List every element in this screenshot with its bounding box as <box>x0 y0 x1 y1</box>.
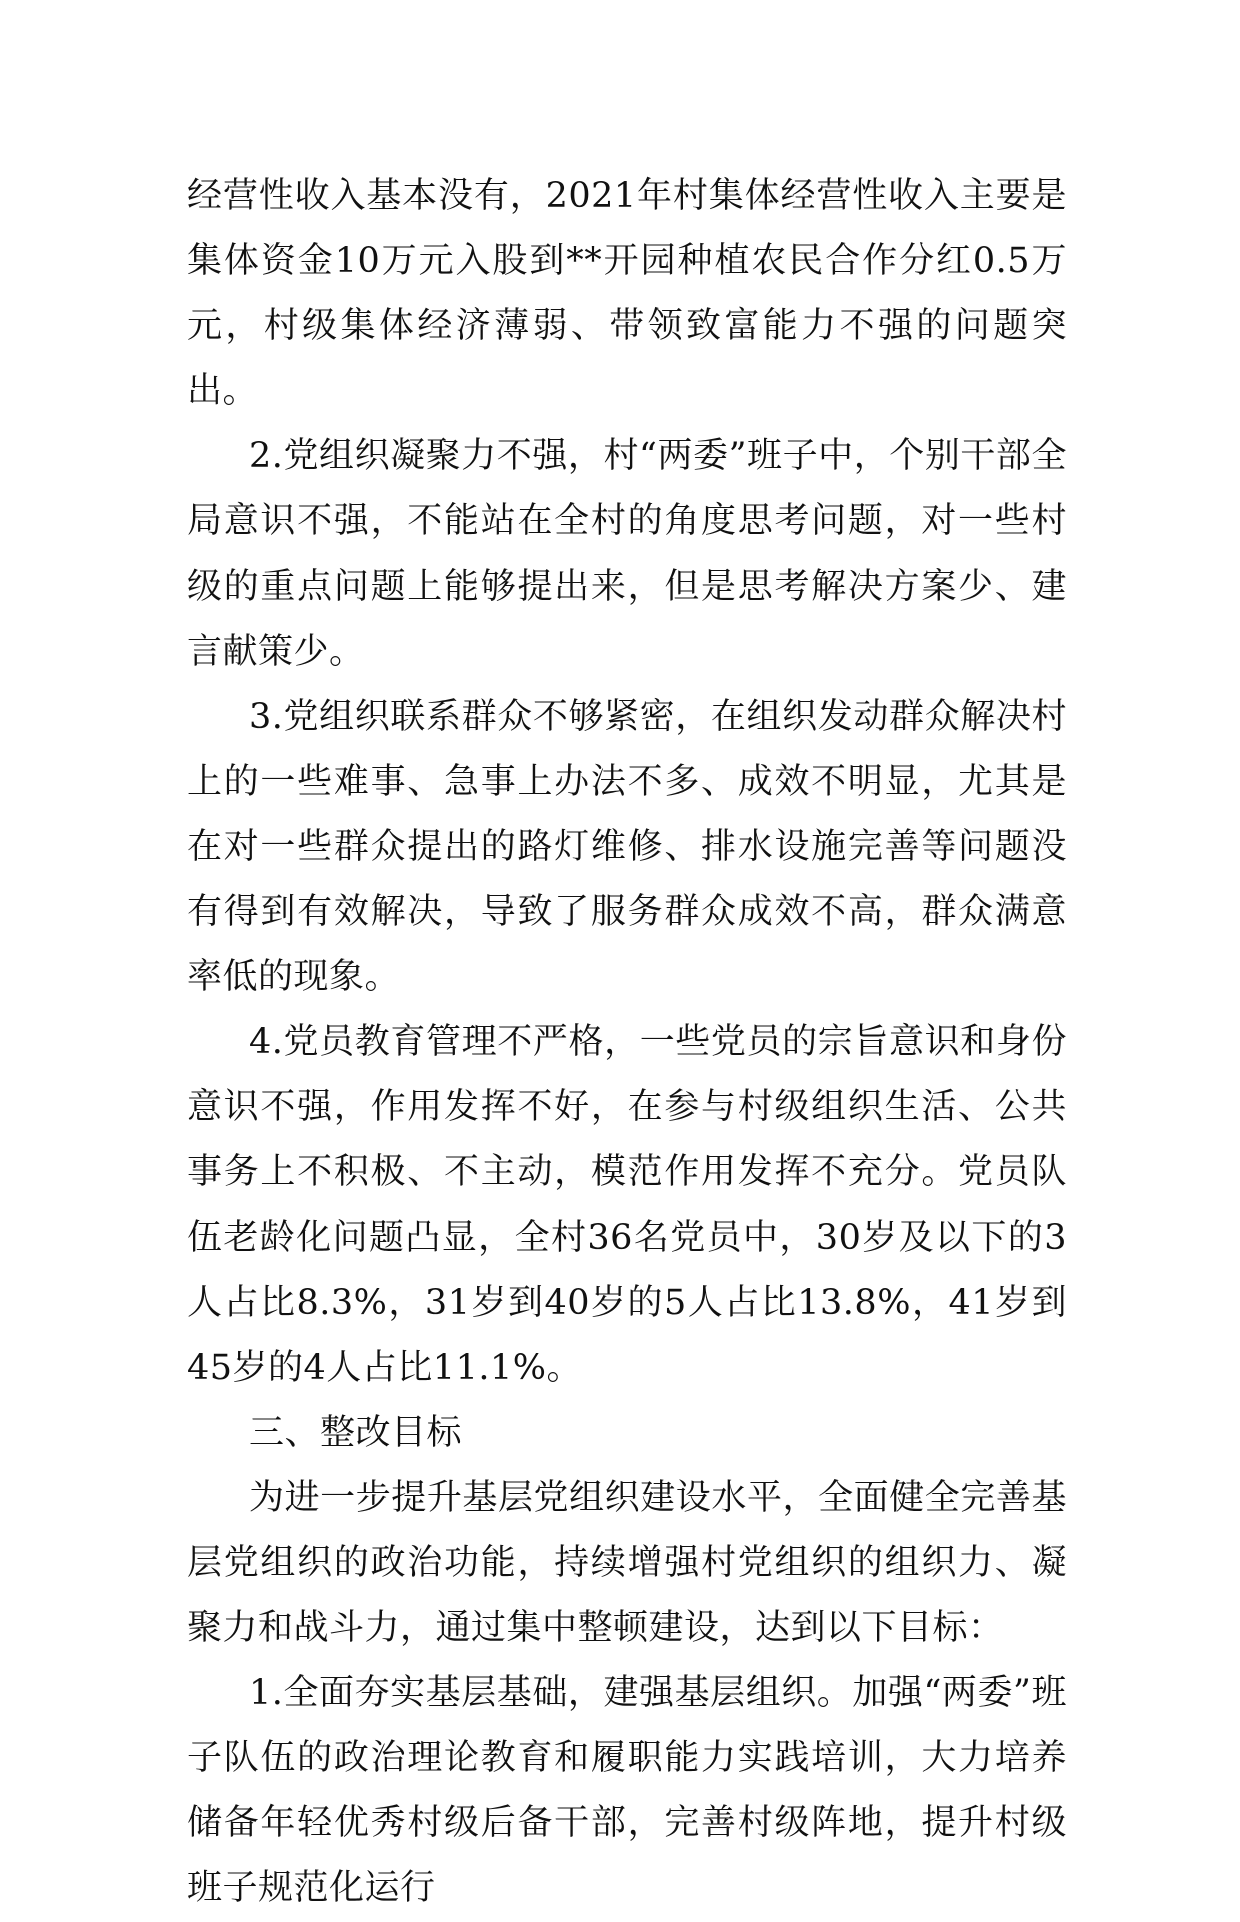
document-body <box>187 164 1067 1922</box>
paragraph-mass-contact: 3.党组织联系群众不够紧密，在组织发动群众解决村上的一些难事、急事上办法不多、成效不明显，尤其是在对一些群众提出的路灯维修、排水设施完善等问题没有得到有效解决，导致了服务群众成效不高，群众满意率低的现象。 <box>187 696 1067 998</box>
paragraph-cohesion: 2.党组织凝聚力不强，村“两委”班子中，个别干部全局意识不强，不能站在全村的角度思考问题，对一些村级的重点问题上能够提出来，但是思考解决方案少、建言献策少。 <box>187 436 1067 672</box>
paragraph-goal-1: 1.全面夯实基层基础，建强基层组织。加强“两委”班子队伍的政治理论教育和履职能力实践培训，大力培养储备年轻优秀村级后备干部，完善村级阵地，提升村级班子规范化运行 <box>187 1673 1067 1909</box>
paragraph-member-management: 4.党员教育管理不严格，一些党员的宗旨意识和身份意识不强，作用发挥不好，在参与村级组织生活、公共事务上不积极、不主动，模范作用发挥不充分。党员队伍老龄化问题凸显，全村36名党员中，30岁及以下的3人占比8.3%，31岁到40岁的5人占比13.8%，41岁到45岁的4人占比11.1%。 <box>187 1022 1067 1388</box>
section-heading-rectification-goals: 三、整改目标 <box>249 1412 463 1453</box>
paragraph-goals-intro: 为进一步提升基层党组织建设水平，全面健全完善基层党组织的政治功能，持续增强村党组织的组织力、凝聚力和战斗力，通过集中整顿建设，达到以下目标： <box>187 1477 1067 1649</box>
paragraph-income: 经营性收入基本没有，2021年村集体经营性收入主要是集体资金10万元入股到**开园种植农民合作分红0.5万元，村级集体经济薄弱、带领致富能力不强的问题突出。 <box>187 176 1067 412</box>
